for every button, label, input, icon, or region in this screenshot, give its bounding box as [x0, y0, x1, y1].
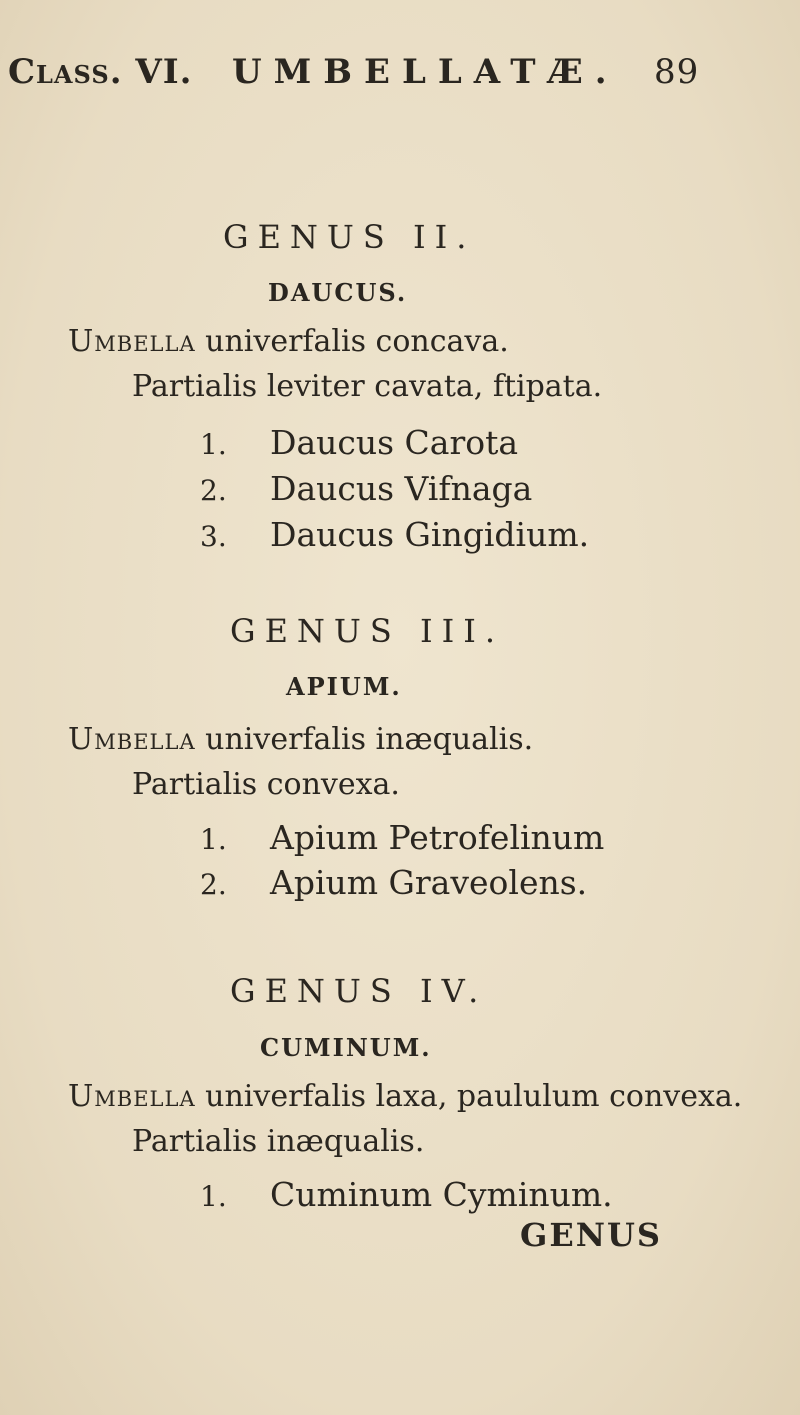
species-number: 1.: [200, 1180, 227, 1213]
species-name: Cuminum Cyminum.: [270, 1175, 613, 1214]
genus-name: CUMINUM.: [260, 1033, 432, 1062]
species-name: Daucus Vifnaga: [270, 469, 533, 508]
genus-name: APIUM.: [286, 672, 402, 701]
species-number: 2.: [200, 868, 227, 901]
partialis-description: Partialis inæqualis.: [132, 1124, 425, 1159]
species-item: [200, 423, 518, 462]
umbella-description: [68, 1079, 742, 1114]
species-item: [200, 863, 587, 902]
partialis-description: Partialis leviter cavata, ftipata.: [132, 369, 603, 404]
species-number: 1.: [200, 823, 227, 856]
genus-name: DAUCUS.: [268, 278, 408, 307]
class-label: Class. VI.: [8, 52, 193, 92]
umbella-description: [68, 324, 509, 359]
umbella-text: univerfalis concava.: [195, 324, 509, 359]
species-name: Apium Petrofelinum: [270, 818, 605, 857]
species-number: 3.: [200, 520, 227, 553]
catchword: GENUS: [520, 1216, 662, 1254]
species-item: [200, 515, 589, 554]
species-name: Apium Graveolens.: [270, 863, 588, 902]
umbella-lead: Umbella: [68, 1079, 196, 1114]
umbella-text: univerfalis inæqualis.: [195, 722, 534, 757]
species-number: 2.: [200, 474, 227, 507]
umbella-lead: Umbella: [68, 324, 196, 359]
species-name: Daucus Gingidium.: [270, 515, 590, 554]
umbella-text: univerfalis laxa, paululum convexa.: [195, 1079, 743, 1114]
umbella-lead: Umbella: [68, 722, 196, 757]
running-title: UMBELLATÆ.: [232, 52, 619, 92]
genus-heading: GENUS III.: [230, 612, 505, 650]
species-item: [200, 1175, 613, 1214]
genus-heading: GENUS IV.: [230, 972, 488, 1010]
partialis-description: Partialis convexa.: [132, 767, 400, 802]
species-number: 1.: [200, 428, 227, 461]
species-name: Daucus Carota: [270, 423, 519, 462]
genus-heading: GENUS II.: [223, 218, 476, 256]
page-number: 89: [654, 52, 700, 92]
species-item: [200, 818, 604, 857]
species-item: [200, 469, 532, 508]
umbella-description: [68, 722, 533, 757]
